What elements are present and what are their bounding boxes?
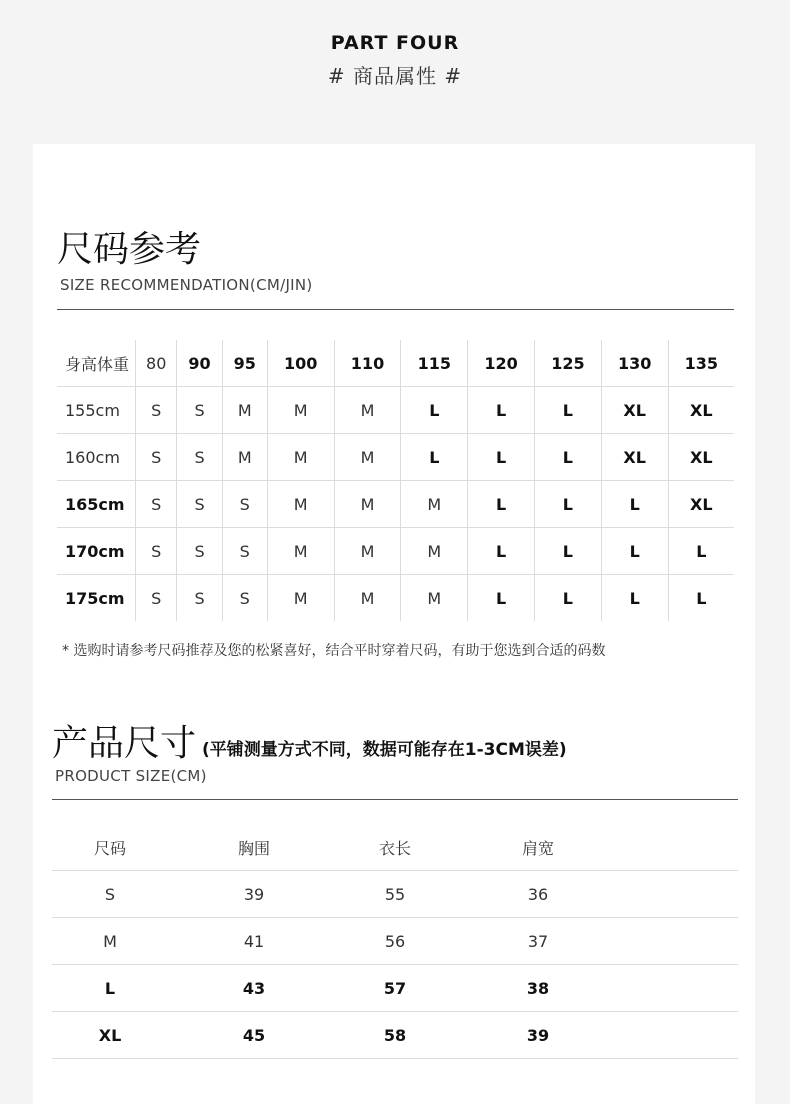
table-row <box>57 387 734 434</box>
weight-header-cell: 120 <box>468 340 535 387</box>
size-cell: S <box>222 528 267 575</box>
size-cell: L <box>535 528 602 575</box>
part-title: PART FOUR <box>330 32 460 54</box>
table-row <box>57 481 734 528</box>
weight-header-cell: 80 <box>136 340 177 387</box>
size-cell: L <box>468 481 535 528</box>
table-row <box>57 434 734 481</box>
size-cell: L <box>468 575 535 622</box>
size-cell: S <box>136 528 177 575</box>
size-cell: XL <box>601 387 668 434</box>
size-label-cell: L <box>52 965 168 1012</box>
size-cell: S <box>136 434 177 481</box>
height-cell: 160cm <box>57 434 136 481</box>
column-header-cell: 肩宽 <box>450 824 626 871</box>
size-cell: M <box>334 387 401 434</box>
table-header-row <box>52 824 738 871</box>
measurement-cell: 39 <box>168 871 340 918</box>
size-cell: M <box>334 528 401 575</box>
height-cell: 165cm <box>57 481 136 528</box>
size-cell: L <box>601 528 668 575</box>
size-cell: M <box>401 481 468 528</box>
product-size-title-text: 产品尺寸 <box>52 723 197 764</box>
size-cell: M <box>267 434 334 481</box>
section-divider <box>57 309 734 310</box>
weight-header-cell: 90 <box>177 340 222 387</box>
size-cell: L <box>535 387 602 434</box>
height-cell: 155cm <box>57 387 136 434</box>
size-cell: L <box>401 434 468 481</box>
size-cell: S <box>136 387 177 434</box>
size-recommendation-title: 尺码参考 <box>57 229 202 270</box>
weight-header-cell: 100 <box>267 340 334 387</box>
size-cell: M <box>267 528 334 575</box>
table-row <box>57 575 734 622</box>
product-size-note: (平铺测量方式不同，数据可能存在1-3CM误差) <box>202 740 567 760</box>
height-cell: 175cm <box>57 575 136 622</box>
size-cell: S <box>222 481 267 528</box>
measurement-cell: 36 <box>450 871 626 918</box>
size-cell: M <box>222 387 267 434</box>
measurement-cell: 37 <box>450 918 626 965</box>
measurement-cell: 57 <box>340 965 450 1012</box>
weight-header-cell: 135 <box>668 340 734 387</box>
measurement-cell: 43 <box>168 965 340 1012</box>
size-label-cell: XL <box>52 1012 168 1059</box>
size-cell: M <box>222 434 267 481</box>
height-cell: 170cm <box>57 528 136 575</box>
size-note: * 选购时请参考尺码推荐及您的松紧喜好，结合平时穿着尺码，有助于您选到合适的码数 <box>62 643 606 659</box>
size-cell: XL <box>668 387 734 434</box>
measurement-cell: 55 <box>340 871 450 918</box>
spacer-cell <box>626 965 738 1012</box>
size-cell: S <box>136 575 177 622</box>
table-row <box>52 1012 738 1059</box>
weight-header-cell: 125 <box>535 340 602 387</box>
size-recommendation-table <box>57 340 734 621</box>
product-size-title <box>52 723 567 764</box>
content-card <box>33 144 755 1104</box>
size-cell: L <box>601 481 668 528</box>
column-header-cell: 胸围 <box>168 824 340 871</box>
weight-header-cell: 130 <box>601 340 668 387</box>
size-cell: S <box>177 481 222 528</box>
table-row <box>52 871 738 918</box>
size-recommendation-subtitle: SIZE RECOMMENDATION(CM/JIN) <box>60 276 313 294</box>
size-cell: S <box>136 481 177 528</box>
size-cell: L <box>401 387 468 434</box>
spacer-cell <box>626 918 738 965</box>
size-cell: L <box>468 434 535 481</box>
measurement-cell: 41 <box>168 918 340 965</box>
table-row <box>57 528 734 575</box>
weight-header-cell: 95 <box>222 340 267 387</box>
measurement-cell: 56 <box>340 918 450 965</box>
measurement-cell: 39 <box>450 1012 626 1059</box>
measurement-cell: 38 <box>450 965 626 1012</box>
size-label-cell: M <box>52 918 168 965</box>
weight-header-cell: 115 <box>401 340 468 387</box>
size-cell: M <box>401 528 468 575</box>
size-cell: XL <box>601 434 668 481</box>
size-cell: L <box>535 575 602 622</box>
size-cell: L <box>601 575 668 622</box>
size-cell: M <box>267 387 334 434</box>
spacer-cell <box>626 1012 738 1059</box>
size-cell: M <box>267 481 334 528</box>
table-row <box>52 965 738 1012</box>
column-header-cell: 衣长 <box>340 824 450 871</box>
size-cell: S <box>177 575 222 622</box>
size-cell: L <box>535 481 602 528</box>
size-cell: S <box>177 528 222 575</box>
size-label-cell: S <box>52 871 168 918</box>
size-cell: M <box>334 481 401 528</box>
size-cell: XL <box>668 434 734 481</box>
size-cell: L <box>535 434 602 481</box>
size-cell: S <box>177 387 222 434</box>
part-subtitle: # 商品属性 # <box>327 64 463 88</box>
section-divider <box>52 799 738 800</box>
size-cell: L <box>696 588 707 608</box>
size-cell: L <box>468 528 535 575</box>
table-row <box>52 918 738 965</box>
size-cell: M <box>334 575 401 622</box>
column-header-cell: 尺码 <box>52 824 168 871</box>
weight-header-cell: 110 <box>334 340 401 387</box>
size-cell: M <box>267 575 334 622</box>
spacer-cell <box>626 871 738 918</box>
table-header-row <box>57 340 734 387</box>
size-cell: S <box>222 575 267 622</box>
size-cell: M <box>334 434 401 481</box>
size-cell: M <box>401 575 468 622</box>
size-cell: L <box>668 528 734 575</box>
measurement-cell: 45 <box>168 1012 340 1059</box>
size-cell: XL <box>668 481 734 528</box>
size-cell: L <box>468 387 535 434</box>
spacer-cell <box>626 824 738 871</box>
product-size-subtitle: PRODUCT SIZE(CM) <box>55 767 207 785</box>
measurement-cell: 58 <box>340 1012 450 1059</box>
size-cell: S <box>177 434 222 481</box>
product-size-table <box>52 824 738 1059</box>
header-label-cell: 身高体重 <box>57 340 136 387</box>
